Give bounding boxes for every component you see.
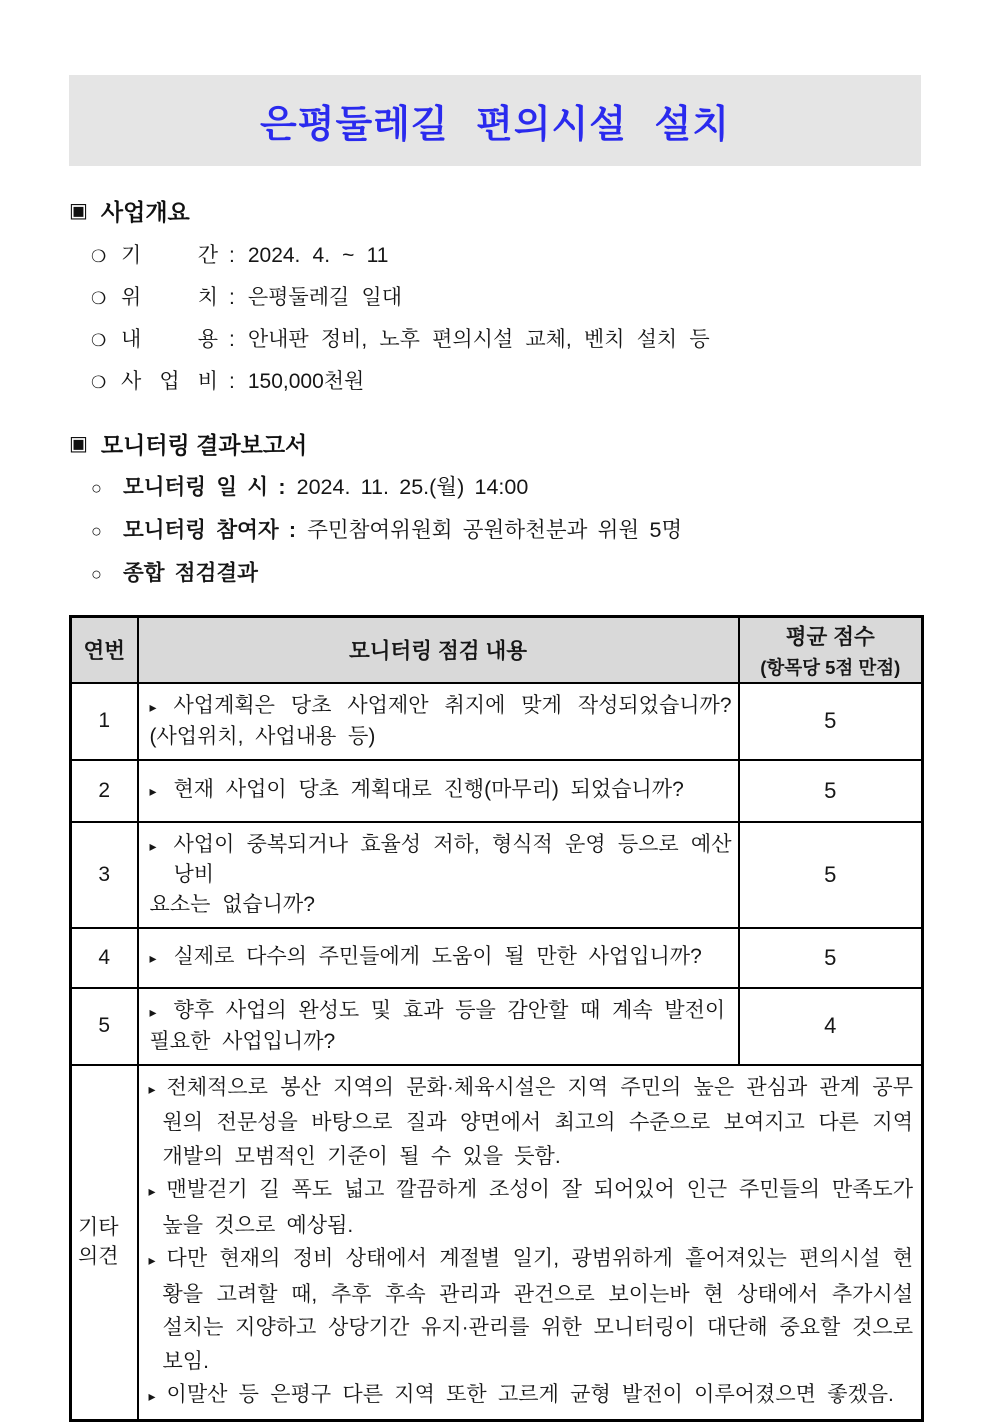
header-no: 연번 xyxy=(71,617,138,683)
triangle-bullet-icon: ▸ xyxy=(149,1003,157,1020)
row-content xyxy=(138,683,739,760)
row-content xyxy=(138,822,739,928)
overview-item-period xyxy=(91,239,921,281)
circle-bullet-icon: ❍ xyxy=(91,331,107,350)
overview-list xyxy=(69,239,921,407)
overview-value: 2024. 4. ~ 11 xyxy=(247,244,389,267)
row-content xyxy=(138,988,739,1065)
row-score: 5 xyxy=(739,683,923,760)
colon-separator: : xyxy=(229,370,235,393)
etc-opinion-text: 이말산 등 은평구 다른 지역 또한 고르게 균형 발전이 이루어졌으면 좋겠음. xyxy=(166,1383,894,1406)
overview-label: 내 용 xyxy=(121,328,218,351)
overview-value: 안내판 정비, 노후 편의시설 교체, 벤치 설치 등 xyxy=(247,328,710,351)
monitoring-list xyxy=(69,470,921,599)
overview-label: 위 치 xyxy=(121,286,218,309)
etc-opinion xyxy=(149,1242,914,1378)
etc-opinion xyxy=(149,1378,914,1414)
overview-item-budget xyxy=(91,365,921,407)
etc-opinion-text: 전체적으로 봉산 지역의 문화·체육시설은 지역 주민의 높은 관심과 관계 공무원의 전문성을 바탕으로 질과 양면에서 최고의 수준으로 보여지고 다른 지역 개발의 모범적인 기준이 될 수 있을 듯함. xyxy=(162,1075,913,1168)
circle-bullet-icon: ❍ xyxy=(91,289,107,308)
overview-item-content xyxy=(91,323,921,365)
row-score: 5 xyxy=(739,822,923,928)
overview-value: 150,000천원 xyxy=(247,370,365,393)
row-score: 5 xyxy=(739,760,923,822)
row-content xyxy=(138,928,739,988)
etc-opinion xyxy=(149,1173,914,1242)
table-row xyxy=(71,988,923,1065)
etc-label-line1: 기타 xyxy=(78,1216,119,1239)
overview-label: 기 간 xyxy=(121,244,218,267)
triangle-bullet-icon: ▸ xyxy=(149,837,157,854)
table-row-etc-opinions xyxy=(71,1065,923,1421)
colon-separator: : xyxy=(229,328,235,351)
row-number: 5 xyxy=(71,988,138,1065)
header-content: 모니터링 점검 내용 xyxy=(138,617,739,683)
etc-row-content xyxy=(138,1065,923,1421)
triangle-bullet-icon: ▸ xyxy=(148,1388,156,1404)
circle-bullet-icon: ❍ xyxy=(91,373,107,392)
monitoring-item-datetime xyxy=(91,470,921,513)
row-content-line1: 현재 사업이 당초 계획대로 진행(마무리) 되었습니까? xyxy=(173,778,684,801)
row-content-line2: 필요한 사업입니까? xyxy=(149,1029,336,1053)
monitoring-value: 2024. 11. 25.(월) 14:00 xyxy=(296,475,529,499)
monitoring-value: 주민참여위원회 공원하천분과 위원 5명 xyxy=(307,518,683,542)
section-overview-heading xyxy=(69,194,921,227)
table-row xyxy=(71,760,923,822)
circle-bullet-icon: ○ xyxy=(91,478,102,498)
triangle-bullet-icon: ▸ xyxy=(149,698,157,715)
circle-bullet-icon: ❍ xyxy=(91,247,107,266)
triangle-bullet-icon: ▸ xyxy=(149,950,157,966)
table-row xyxy=(71,683,923,760)
etc-label-line2: 의견 xyxy=(78,1245,119,1268)
row-content-line1: 실제로 다수의 주민들에게 도움이 될 만한 사업입니까? xyxy=(173,945,702,968)
row-number: 4 xyxy=(71,928,138,988)
etc-opinion-text: 맨발걷기 길 폭도 넓고 깔끔하게 조성이 잘 되어있어 인근 주민들의 만족도가 높을 것으로 예상됨. xyxy=(162,1178,913,1237)
header-score xyxy=(739,617,923,683)
etc-row-label xyxy=(71,1065,138,1421)
etc-opinion-text: 다만 현재의 정비 상태에서 계절별 일기, 광범위하게 흩어져있는 편의시설 현황을 고려할 때, 추후 후속 관리과 관건으로 보이는바 현 상태에서 추가시설 설치는 지양하고 상당기간 유지·관리를 위한 모니터링이 대단해 중요할 것으로 보임. xyxy=(162,1247,913,1373)
overview-label: 사 업 비 xyxy=(121,370,218,393)
row-content-line1: 사업계획은 당초 사업제안 취지에 맞게 작성되었습니까? xyxy=(173,693,732,717)
colon-separator: : xyxy=(229,244,235,267)
square-bullet-icon: ▣ xyxy=(69,200,88,222)
overview-value: 은평둘레길 일대 xyxy=(247,286,402,309)
row-score: 4 xyxy=(739,988,923,1065)
document-title: 은평둘레길 편의시설 설치 xyxy=(260,104,730,146)
row-number: 3 xyxy=(71,822,138,928)
etc-opinion xyxy=(149,1071,914,1174)
circle-bullet-icon: ○ xyxy=(91,564,102,584)
table-row xyxy=(71,822,923,928)
header-score-line2: (항목당 5점 만점) xyxy=(760,656,901,678)
monitoring-label: 모니터링 일 시 : xyxy=(123,475,286,499)
table-row xyxy=(71,928,923,988)
title-banner xyxy=(69,75,921,166)
row-content-line1: 사업이 중복되거나 효율성 저하, 형식적 운영 등으로 예산낭비 xyxy=(173,832,732,886)
triangle-bullet-icon: ▸ xyxy=(148,1183,156,1199)
row-score: 5 xyxy=(739,928,923,988)
header-score-line1: 평균 점수 xyxy=(785,624,875,649)
table-header-row xyxy=(71,617,923,683)
monitoring-result-table xyxy=(69,615,924,1422)
monitoring-label: 모니터링 참여자 : xyxy=(123,518,297,542)
row-number: 2 xyxy=(71,760,138,822)
monitoring-item-summary xyxy=(91,556,921,599)
overview-item-location xyxy=(91,281,921,323)
row-content-line1: 향후 사업의 완성도 및 효과 등을 감안할 때 계속 발전이 xyxy=(173,998,726,1022)
section-monitoring-heading xyxy=(69,427,921,460)
triangle-bullet-icon: ▸ xyxy=(148,1080,156,1097)
triangle-bullet-icon: ▸ xyxy=(149,783,157,799)
row-number: 1 xyxy=(71,683,138,760)
circle-bullet-icon: ○ xyxy=(91,521,102,541)
monitoring-label: 종합 점검결과 xyxy=(123,561,258,585)
row-content xyxy=(138,760,739,822)
triangle-bullet-icon: ▸ xyxy=(148,1252,156,1268)
square-bullet-icon: ▣ xyxy=(69,433,88,455)
section-overview-title: 사업개요 xyxy=(100,199,190,225)
monitoring-item-participants xyxy=(91,513,921,556)
row-content-line2: 요소는 없습니까? xyxy=(149,892,315,916)
row-content-line2: (사업위치, 사업내용 등) xyxy=(149,724,376,748)
colon-separator: : xyxy=(229,286,235,309)
section-monitoring-title: 모니터링 결과보고서 xyxy=(100,432,308,458)
